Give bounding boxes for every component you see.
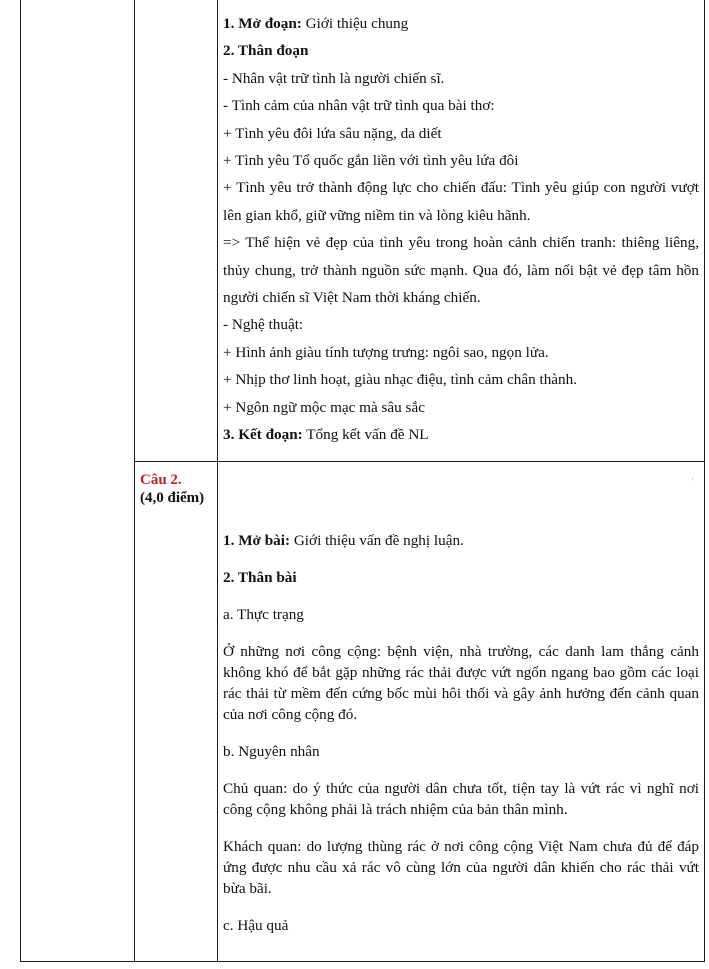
table-border-right: [704, 0, 705, 962]
paragraph-text: Chủ quan: do ý thức của người dân chưa tốt, tiện tay là vứt rác vì nghĩ nơi công cộng không phải là trách nhiệm của bản thân mình.: [223, 780, 699, 818]
paragraph-heading: 3. Kết đoạn:: [223, 426, 303, 444]
paragraph-text: Khách quan: do lượng thùng rác ở nơi công cộng Việt Nam chưa đủ để đáp ứng được nhu cầu xả rác vô cùng lớn của người dân khiến cho rác thải vứt bừa bãi.: [223, 838, 699, 897]
paragraph: [223, 147, 699, 174]
paragraph: [223, 915, 699, 936]
paragraph: [223, 10, 699, 37]
paragraph-text: + Hình ảnh giàu tính tượng trưng: ngôi sao, ngọn lửa.: [223, 343, 549, 361]
paragraph-text: => Thể hiện vẻ đẹp của tình yêu trong hoàn cảnh chiến tranh: thiêng liêng, thủy chung, trở thành nguồn sức mạnh. Qua đó, làm nổi bật vẻ đẹp tâm hồn người chiến sĩ Việt Nam thời kháng chiến.: [223, 234, 699, 307]
paragraph-text: a. Thực trạng: [223, 606, 304, 623]
paragraph-text: + Tình yêu Tổ quốc gắn liền với tình yêu lứa đôi: [223, 152, 519, 170]
paragraph: [223, 604, 699, 625]
paragraph: [223, 311, 699, 338]
question2-points: (4,0 điểm): [140, 490, 205, 506]
paragraph: [223, 836, 699, 899]
question2-label: [140, 471, 222, 507]
paragraph-text: Ở những nơi công cộng: bệnh viện, nhà trường, các danh lam thắng cảnh không khó để bắt gặp những rác thải được vứt ngổn ngang bao gồm các loại rác thải từ mềm đến cứng bốc mùi hôi thối và gây ảnh hưởng đến cảnh quan của nơi công cộng đó.: [223, 643, 699, 723]
paragraph: [223, 120, 699, 147]
paragraph-text: - Nghệ thuật:: [223, 316, 304, 334]
paragraph-text: + Nhịp thơ linh hoạt, giàu nhạc điệu, tình cảm chân thành.: [223, 371, 578, 389]
paragraph-text: Giới thiệu chung: [301, 15, 409, 32]
question2-content: [223, 530, 699, 952]
paragraph-text: + Tình yêu trở thành động lực cho chiến đấu: Tình yêu giúp con người vượt lên gian khổ, giữ vững niềm tin và lòng kiêu hãnh.: [223, 179, 699, 224]
paragraph-text: Giới thiệu vấn đề nghị luận.: [290, 532, 464, 549]
paragraph-text: c. Hậu quả: [223, 917, 289, 934]
question2-title: Câu 2.: [140, 472, 182, 488]
section1-content: [223, 10, 699, 449]
table-border-bottom: [20, 961, 705, 962]
paragraph: [223, 530, 699, 551]
paragraph-heading: 1. Mở bài:: [223, 532, 291, 549]
paragraph: [223, 339, 699, 366]
paragraph: [223, 641, 699, 725]
paragraph: [223, 778, 699, 820]
answer-table: [20, 0, 705, 962]
table-divider-1: [134, 0, 135, 962]
paragraph: [223, 567, 699, 588]
paragraph: [223, 394, 699, 421]
paragraph-heading: 2. Thân đoạn: [223, 42, 309, 60]
table-border-left: [20, 0, 21, 962]
paragraph-text: Tổng kết vấn đề NL: [302, 426, 429, 444]
paragraph: [223, 174, 699, 229]
paragraph: [223, 65, 699, 92]
paragraph-text: + Tình yêu đôi lứa sâu nặng, da diết: [223, 124, 442, 142]
stray-mark: ': [692, 477, 694, 486]
paragraph-text: - Tình cảm của nhân vật trữ tình qua bài thơ:: [223, 97, 495, 115]
paragraph-text: + Ngôn ngữ mộc mạc mà sâu sắc: [223, 398, 425, 416]
paragraph: [223, 37, 699, 64]
paragraph: [223, 229, 699, 311]
paragraph-text: b. Nguyên nhân: [223, 743, 320, 760]
paragraph-heading: 2. Thân bài: [223, 569, 297, 586]
row-separator: [134, 461, 705, 462]
paragraph: [223, 92, 699, 119]
paragraph: [223, 366, 699, 393]
paragraph-heading: 1. Mở đoạn:: [223, 15, 302, 32]
paragraph: [223, 741, 699, 762]
paragraph: [223, 421, 699, 448]
paragraph-text: - Nhân vật trữ tình là người chiến sĩ.: [223, 69, 445, 87]
